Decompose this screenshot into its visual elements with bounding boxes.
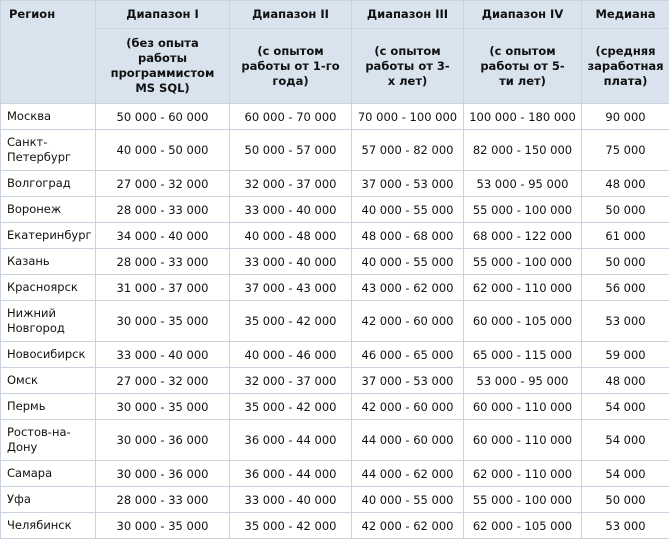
- median-cell: 48 000: [582, 171, 669, 197]
- range-2-cell: 40 000 - 46 000: [230, 342, 352, 368]
- range-4-cell: 65 000 - 115 000: [464, 342, 582, 368]
- table-row: [1, 513, 669, 539]
- header-range-1: Диапазон I: [96, 1, 230, 29]
- range-2-cell: 36 000 - 44 000: [230, 461, 352, 487]
- range-2-cell: 35 000 - 42 000: [230, 394, 352, 420]
- range-3-cell: 44 000 - 62 000: [352, 461, 464, 487]
- city-cell: Челябинск: [1, 513, 96, 539]
- range-4-cell: 62 000 - 110 000: [464, 275, 582, 301]
- header-median-note: (средняя заработная плата): [582, 29, 669, 104]
- median-cell: 75 000: [582, 130, 669, 171]
- table-row: [1, 420, 669, 461]
- table-row: [1, 461, 669, 487]
- header-range-1-note: (без опыта работы программистом MS SQL): [96, 29, 230, 104]
- median-cell: 54 000: [582, 461, 669, 487]
- range-4-cell: 62 000 - 110 000: [464, 461, 582, 487]
- range-1-cell: 31 000 - 37 000: [96, 275, 230, 301]
- range-2-cell: 37 000 - 43 000: [230, 275, 352, 301]
- range-1-cell: 34 000 - 40 000: [96, 223, 230, 249]
- range-1-cell: 33 000 - 40 000: [96, 342, 230, 368]
- range-1-cell: 30 000 - 36 000: [96, 461, 230, 487]
- city-cell: Самара: [1, 461, 96, 487]
- city-cell: Москва: [1, 104, 96, 130]
- table-row: [1, 342, 669, 368]
- table-row: [1, 171, 669, 197]
- range-3-cell: 42 000 - 60 000: [352, 394, 464, 420]
- range-3-cell: 40 000 - 55 000: [352, 197, 464, 223]
- median-cell: 59 000: [582, 342, 669, 368]
- range-4-cell: 100 000 - 180 000: [464, 104, 582, 130]
- table-row: [1, 487, 669, 513]
- range-3-cell: 44 000 - 60 000: [352, 420, 464, 461]
- city-cell: Санкт-Петербург: [1, 130, 96, 171]
- range-4-cell: 55 000 - 100 000: [464, 487, 582, 513]
- range-2-cell: 35 000 - 42 000: [230, 513, 352, 539]
- city-cell: Казань: [1, 249, 96, 275]
- range-3-cell: 57 000 - 82 000: [352, 130, 464, 171]
- table-row: [1, 130, 669, 171]
- header-range-2: Диапазон II: [230, 1, 352, 29]
- range-4-cell: 62 000 - 105 000: [464, 513, 582, 539]
- table-row: [1, 249, 669, 275]
- table-row: [1, 197, 669, 223]
- city-cell: Новосибирск: [1, 342, 96, 368]
- range-1-cell: 27 000 - 32 000: [96, 368, 230, 394]
- range-4-cell: 55 000 - 100 000: [464, 197, 582, 223]
- range-1-cell: 28 000 - 33 000: [96, 487, 230, 513]
- table-row: [1, 223, 669, 249]
- table-row: [1, 301, 669, 342]
- city-cell: Ростов-на-Дону: [1, 420, 96, 461]
- range-3-cell: 37 000 - 53 000: [352, 171, 464, 197]
- range-2-cell: 33 000 - 40 000: [230, 487, 352, 513]
- range-1-cell: 30 000 - 35 000: [96, 513, 230, 539]
- median-cell: 50 000: [582, 197, 669, 223]
- range-4-cell: 60 000 - 110 000: [464, 394, 582, 420]
- range-3-cell: 48 000 - 68 000: [352, 223, 464, 249]
- range-4-cell: 60 000 - 105 000: [464, 301, 582, 342]
- range-4-cell: 53 000 - 95 000: [464, 368, 582, 394]
- table-row: [1, 104, 669, 130]
- range-1-cell: 28 000 - 33 000: [96, 249, 230, 275]
- city-cell: Уфа: [1, 487, 96, 513]
- range-3-cell: 43 000 - 62 000: [352, 275, 464, 301]
- range-1-cell: 50 000 - 60 000: [96, 104, 230, 130]
- range-2-cell: 60 000 - 70 000: [230, 104, 352, 130]
- range-4-cell: 55 000 - 100 000: [464, 249, 582, 275]
- range-2-cell: 33 000 - 40 000: [230, 249, 352, 275]
- median-cell: 53 000: [582, 513, 669, 539]
- table-body: [1, 104, 669, 539]
- header-note-row: [1, 29, 669, 104]
- range-4-cell: 60 000 - 110 000: [464, 420, 582, 461]
- median-cell: 90 000: [582, 104, 669, 130]
- table-row: [1, 275, 669, 301]
- range-4-cell: 82 000 - 150 000: [464, 130, 582, 171]
- header-range-3-note: (с опытом работы от 3-х лет): [352, 29, 464, 104]
- median-cell: 56 000: [582, 275, 669, 301]
- header-region: Регион: [1, 1, 96, 104]
- median-cell: 54 000: [582, 420, 669, 461]
- city-cell: Омск: [1, 368, 96, 394]
- city-cell: Красноярск: [1, 275, 96, 301]
- range-3-cell: 40 000 - 55 000: [352, 487, 464, 513]
- header-range-4-note: (с опытом работы от 5-ти лет): [464, 29, 582, 104]
- range-1-cell: 30 000 - 35 000: [96, 394, 230, 420]
- range-4-cell: 53 000 - 95 000: [464, 171, 582, 197]
- range-2-cell: 32 000 - 37 000: [230, 368, 352, 394]
- range-2-cell: 40 000 - 48 000: [230, 223, 352, 249]
- header-row: [1, 1, 669, 29]
- median-cell: 54 000: [582, 394, 669, 420]
- range-2-cell: 33 000 - 40 000: [230, 197, 352, 223]
- city-cell: Нижний Новгород: [1, 301, 96, 342]
- median-cell: 50 000: [582, 249, 669, 275]
- range-2-cell: 32 000 - 37 000: [230, 171, 352, 197]
- city-cell: Воронеж: [1, 197, 96, 223]
- range-1-cell: 30 000 - 35 000: [96, 301, 230, 342]
- range-2-cell: 50 000 - 57 000: [230, 130, 352, 171]
- range-1-cell: 30 000 - 36 000: [96, 420, 230, 461]
- range-3-cell: 37 000 - 53 000: [352, 368, 464, 394]
- table-header: [1, 1, 669, 104]
- range-3-cell: 70 000 - 100 000: [352, 104, 464, 130]
- range-1-cell: 28 000 - 33 000: [96, 197, 230, 223]
- range-1-cell: 40 000 - 50 000: [96, 130, 230, 171]
- range-4-cell: 68 000 - 122 000: [464, 223, 582, 249]
- range-2-cell: 35 000 - 42 000: [230, 301, 352, 342]
- city-cell: Пермь: [1, 394, 96, 420]
- range-3-cell: 40 000 - 55 000: [352, 249, 464, 275]
- header-range-4: Диапазон IV: [464, 1, 582, 29]
- table-row: [1, 368, 669, 394]
- header-median: Медиана: [582, 1, 669, 29]
- median-cell: 53 000: [582, 301, 669, 342]
- city-cell: Екатеринбург: [1, 223, 96, 249]
- range-3-cell: 42 000 - 62 000: [352, 513, 464, 539]
- header-range-3: Диапазон III: [352, 1, 464, 29]
- median-cell: 48 000: [582, 368, 669, 394]
- range-3-cell: 42 000 - 60 000: [352, 301, 464, 342]
- table-row: [1, 394, 669, 420]
- median-cell: 50 000: [582, 487, 669, 513]
- header-range-2-note: (с опытом работы от 1-го года): [230, 29, 352, 104]
- range-2-cell: 36 000 - 44 000: [230, 420, 352, 461]
- range-3-cell: 46 000 - 65 000: [352, 342, 464, 368]
- city-cell: Волгоград: [1, 171, 96, 197]
- range-1-cell: 27 000 - 32 000: [96, 171, 230, 197]
- median-cell: 61 000: [582, 223, 669, 249]
